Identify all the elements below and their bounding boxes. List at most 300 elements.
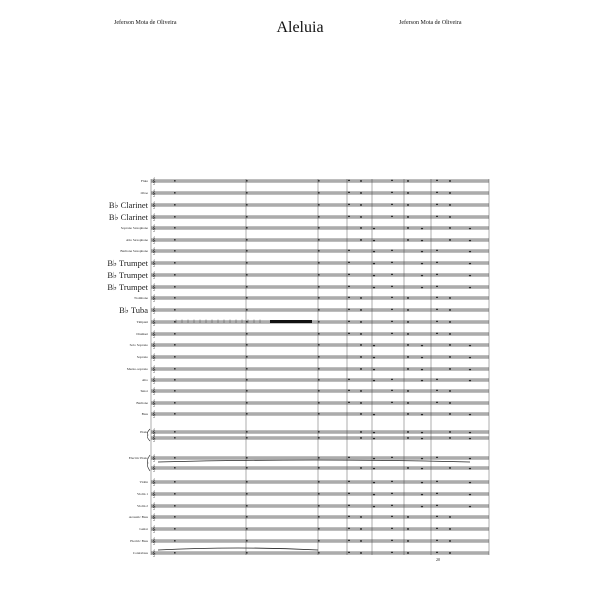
rest-mark xyxy=(246,309,248,310)
note-head xyxy=(348,204,350,205)
rest-mark xyxy=(174,356,176,357)
note-head xyxy=(469,506,471,507)
rest-mark xyxy=(174,481,176,482)
note-head xyxy=(436,204,438,205)
staff xyxy=(151,332,489,335)
note-head xyxy=(407,431,409,432)
rest-mark xyxy=(246,493,248,494)
clef-icon: 𝄞 xyxy=(152,411,156,418)
staff-label: Baritone xyxy=(136,401,148,405)
note-head xyxy=(421,458,423,459)
note-head xyxy=(360,402,362,403)
note-head xyxy=(421,275,423,276)
note-head xyxy=(436,402,438,403)
note-head xyxy=(449,516,451,517)
note-head xyxy=(436,540,438,541)
note-head xyxy=(360,413,362,414)
rest-mark xyxy=(246,180,248,181)
rest-mark xyxy=(318,274,320,275)
note-head xyxy=(436,457,438,458)
note-head xyxy=(407,413,409,414)
rest-mark xyxy=(246,505,248,506)
clef-icon: 𝄞 xyxy=(152,503,156,510)
staff-label: Oboe xyxy=(140,191,148,195)
note-head xyxy=(391,505,393,506)
note-head xyxy=(373,228,375,229)
note-head xyxy=(360,528,362,529)
note-head xyxy=(373,357,375,358)
note-head xyxy=(373,494,375,495)
note-head xyxy=(360,356,362,357)
staff-label: Trombone xyxy=(133,296,148,300)
note-head xyxy=(407,467,409,468)
note-head xyxy=(469,482,471,483)
staff-label: Timpani xyxy=(136,320,148,324)
staff xyxy=(151,401,489,404)
note-head xyxy=(421,263,423,264)
rest-mark xyxy=(246,321,248,322)
rest-mark xyxy=(318,297,320,298)
note-head xyxy=(360,204,362,205)
note-head xyxy=(421,468,423,469)
note-head xyxy=(348,309,350,310)
staff-label: B♭ Tuba xyxy=(119,305,148,315)
rest-mark xyxy=(174,493,176,494)
note-head xyxy=(373,251,375,252)
note-head xyxy=(391,309,393,310)
note-head xyxy=(360,552,362,553)
rest-mark xyxy=(174,505,176,506)
rest-mark xyxy=(174,262,176,263)
note-head xyxy=(436,528,438,529)
note-head xyxy=(348,493,350,494)
rest-mark xyxy=(246,274,248,275)
note-head xyxy=(348,250,350,251)
staff xyxy=(151,378,489,381)
note-head xyxy=(449,552,451,553)
rest-mark xyxy=(174,402,176,403)
staff xyxy=(151,355,489,358)
note-head xyxy=(360,321,362,322)
staff xyxy=(151,296,489,299)
note-head xyxy=(421,438,423,439)
note-head xyxy=(373,482,375,483)
note-head xyxy=(360,192,362,193)
note-head xyxy=(391,274,393,275)
rest-mark xyxy=(174,321,176,322)
note-head xyxy=(449,216,451,217)
note-head xyxy=(360,309,362,310)
staff-label: Guitar xyxy=(139,527,148,531)
staff-label: Violin xyxy=(139,480,148,484)
note-head xyxy=(436,505,438,506)
note-head xyxy=(373,468,375,469)
note-head xyxy=(469,380,471,381)
note-head xyxy=(407,437,409,438)
clef-icon: 𝄞 xyxy=(152,479,156,486)
note-head xyxy=(436,552,438,553)
rest-mark xyxy=(174,344,176,345)
note-head xyxy=(391,481,393,482)
clef-icon: 𝄞 xyxy=(152,538,156,545)
rest-mark xyxy=(174,467,176,468)
note-head xyxy=(436,180,438,181)
rest-mark xyxy=(246,437,248,438)
rest-mark xyxy=(318,286,320,287)
note-head xyxy=(407,402,409,403)
staff xyxy=(151,261,489,264)
note-head xyxy=(391,528,393,529)
note-head xyxy=(391,552,393,553)
note-head xyxy=(391,321,393,322)
staff xyxy=(151,226,489,229)
staff-label: Mezzo-soprano xyxy=(126,367,148,371)
note-head xyxy=(421,414,423,415)
rest-mark xyxy=(246,552,248,553)
staff xyxy=(151,456,489,459)
note-head xyxy=(348,216,350,217)
rest-mark xyxy=(246,368,248,369)
clef-icon: 𝄞 xyxy=(152,491,156,498)
rest-mark xyxy=(246,216,248,217)
note-head xyxy=(469,345,471,346)
note-head xyxy=(421,506,423,507)
note-head xyxy=(373,275,375,276)
clef-icon: 𝄞 xyxy=(152,526,156,533)
rest-mark xyxy=(174,192,176,193)
staff xyxy=(151,551,489,554)
rest-mark xyxy=(318,180,320,181)
note-head xyxy=(436,379,438,380)
staff-label: Tenor xyxy=(140,389,148,393)
note-head xyxy=(469,468,471,469)
rest-mark xyxy=(318,356,320,357)
rest-mark xyxy=(318,431,320,432)
note-head xyxy=(436,216,438,217)
note-head xyxy=(407,344,409,345)
note-head xyxy=(407,180,409,181)
note-head xyxy=(436,309,438,310)
clef-icon: 𝄞 xyxy=(152,465,156,472)
note-head xyxy=(407,309,409,310)
rest-mark xyxy=(318,413,320,414)
note-head xyxy=(436,262,438,263)
note-head xyxy=(360,216,362,217)
staff-label: Flute xyxy=(141,179,148,183)
note-head xyxy=(348,180,350,181)
staff xyxy=(151,480,489,483)
note-head xyxy=(348,390,350,391)
staff-label: Soprano xyxy=(136,355,148,359)
note-head xyxy=(348,297,350,298)
note-head xyxy=(469,251,471,252)
note-head xyxy=(360,437,362,438)
note-head xyxy=(360,368,362,369)
note-head xyxy=(373,432,375,433)
note-head xyxy=(449,402,451,403)
clef-icon: 𝄞 xyxy=(152,319,156,326)
note-head xyxy=(421,345,423,346)
rest-mark xyxy=(246,286,248,287)
note-head xyxy=(373,438,375,439)
note-head xyxy=(373,458,375,459)
clef-icon: 𝄞 xyxy=(152,377,156,384)
rest-mark xyxy=(246,528,248,529)
note-head xyxy=(449,180,451,181)
clef-icon: 𝄞 xyxy=(152,429,156,436)
staff-lower xyxy=(151,466,489,469)
rest-mark xyxy=(174,457,176,458)
note-head xyxy=(436,192,438,193)
note-head xyxy=(436,516,438,517)
note-head xyxy=(348,402,350,403)
note-head xyxy=(407,227,409,228)
rest-mark xyxy=(246,516,248,517)
note-head xyxy=(421,357,423,358)
note-head xyxy=(348,528,350,529)
rest-mark xyxy=(174,309,176,310)
note-head xyxy=(449,528,451,529)
clef-icon: 𝄞 xyxy=(152,214,156,221)
clef-icon: 𝄞 xyxy=(152,284,156,291)
rest-mark xyxy=(318,505,320,506)
note-head xyxy=(449,309,451,310)
rest-mark xyxy=(318,528,320,529)
staff-label: Electric Bass xyxy=(130,539,148,543)
note-head xyxy=(391,333,393,334)
rest-mark xyxy=(318,309,320,310)
page-number: 20 xyxy=(436,557,440,562)
clef-icon: 𝄞 xyxy=(152,366,156,373)
note-head xyxy=(407,356,409,357)
staff xyxy=(151,320,489,323)
rest-mark xyxy=(174,227,176,228)
composer-right: Jeferson Mota de Oliveira xyxy=(399,20,462,26)
rest-mark xyxy=(318,516,320,517)
note-head xyxy=(360,467,362,468)
note-head xyxy=(348,274,350,275)
note-head xyxy=(421,287,423,288)
rest-mark xyxy=(318,250,320,251)
note-head xyxy=(469,369,471,370)
note-head xyxy=(348,192,350,193)
note-head xyxy=(436,250,438,251)
clef-icon: 𝄞 xyxy=(152,272,156,279)
note-head xyxy=(449,356,451,357)
note-head xyxy=(348,333,350,334)
note-head xyxy=(469,458,471,459)
rest-mark xyxy=(246,344,248,345)
note-head xyxy=(421,251,423,252)
note-head xyxy=(348,505,350,506)
staff xyxy=(151,367,489,370)
clef-icon: 𝄞 xyxy=(152,237,156,244)
staff xyxy=(151,430,489,433)
note-head xyxy=(469,240,471,241)
note-head xyxy=(348,262,350,263)
staff-label: B♭ Clarinet xyxy=(108,200,148,210)
rest-mark xyxy=(174,239,176,240)
rest-mark xyxy=(246,540,248,541)
note-head xyxy=(360,390,362,391)
rest-mark xyxy=(174,437,176,438)
staff-label: Solo Soprano xyxy=(129,343,148,347)
staff-label: B♭ Trumpet xyxy=(107,258,148,268)
rest-mark xyxy=(246,402,248,403)
note-head xyxy=(391,286,393,287)
clef-icon: 𝄞 xyxy=(152,342,156,349)
note-head xyxy=(407,239,409,240)
rest-mark xyxy=(174,379,176,380)
rest-mark xyxy=(318,239,320,240)
clef-icon: 𝄞 xyxy=(152,331,156,338)
note-head xyxy=(407,297,409,298)
note-head xyxy=(348,286,350,287)
note-head xyxy=(449,540,451,541)
clef-icon: 𝄞 xyxy=(152,295,156,302)
rest-mark xyxy=(318,262,320,263)
note-head xyxy=(449,227,451,228)
note-head xyxy=(348,481,350,482)
note-head xyxy=(469,228,471,229)
note-head xyxy=(348,457,350,458)
rest-mark xyxy=(246,227,248,228)
note-head xyxy=(360,431,362,432)
note-head xyxy=(421,494,423,495)
staff xyxy=(151,515,489,518)
staff-lower xyxy=(151,436,489,439)
note-head xyxy=(469,287,471,288)
staff xyxy=(151,527,489,530)
clef-icon: 𝄞 xyxy=(152,178,156,185)
rest-mark xyxy=(174,250,176,251)
rest-mark xyxy=(318,368,320,369)
staff xyxy=(151,492,489,495)
clef-icon: 𝄞 xyxy=(152,225,156,232)
clef-icon: 𝄞 xyxy=(152,550,156,557)
note-head xyxy=(373,414,375,415)
note-head xyxy=(407,333,409,334)
rest-mark xyxy=(174,297,176,298)
rest-mark xyxy=(246,297,248,298)
rest-mark xyxy=(318,467,320,468)
note-head xyxy=(449,297,451,298)
staff-label: Soprano Saxophone xyxy=(120,226,148,230)
staff-label: Electric Piano xyxy=(128,456,148,460)
note-head xyxy=(373,380,375,381)
note-head xyxy=(391,192,393,193)
rest-mark xyxy=(174,516,176,517)
note-head xyxy=(348,379,350,380)
rest-mark xyxy=(318,390,320,391)
composer-left: Jeferson Mota de Oliveira xyxy=(114,20,177,26)
note-head xyxy=(407,516,409,517)
note-head xyxy=(449,437,451,438)
staff-label: Alto Saxophone xyxy=(126,238,148,242)
staff xyxy=(151,539,489,542)
staff xyxy=(151,249,489,252)
note-head xyxy=(421,228,423,229)
note-head xyxy=(391,493,393,494)
staff-label: Drumset xyxy=(136,332,148,336)
staff xyxy=(151,203,489,206)
clef-icon: 𝄞 xyxy=(152,400,156,407)
note-head xyxy=(348,552,350,553)
note-head xyxy=(373,263,375,264)
note-head xyxy=(391,250,393,251)
rest-mark xyxy=(174,180,176,181)
rest-mark xyxy=(318,333,320,334)
note-head xyxy=(436,286,438,287)
staff-label: B♭ Trumpet xyxy=(107,270,148,280)
note-head xyxy=(360,344,362,345)
staff xyxy=(151,504,489,507)
note-head xyxy=(407,321,409,322)
note-head xyxy=(469,438,471,439)
clef-icon: 𝄞 xyxy=(152,435,156,442)
note-head xyxy=(391,204,393,205)
note-head xyxy=(407,192,409,193)
rest-mark xyxy=(246,192,248,193)
rest-mark xyxy=(246,457,248,458)
note-head xyxy=(449,333,451,334)
note-head xyxy=(421,432,423,433)
rest-mark xyxy=(174,552,176,553)
note-head xyxy=(360,540,362,541)
staff-label: Acoustic Bass xyxy=(128,515,148,519)
rest-mark xyxy=(318,344,320,345)
rest-mark xyxy=(318,457,320,458)
rest-mark xyxy=(174,431,176,432)
staff-label: B♭ Trumpet xyxy=(107,282,148,292)
note-head xyxy=(436,297,438,298)
staff-label: Violin 1 xyxy=(136,492,148,496)
tie-line xyxy=(158,460,470,462)
rest-mark xyxy=(318,192,320,193)
clef-icon: 𝄞 xyxy=(152,354,156,361)
note-head xyxy=(421,482,423,483)
note-head xyxy=(449,390,451,391)
note-head xyxy=(469,494,471,495)
rest-mark xyxy=(318,227,320,228)
clef-icon: 𝄞 xyxy=(152,455,156,462)
rest-mark xyxy=(246,390,248,391)
note-head xyxy=(391,180,393,181)
note-head xyxy=(407,216,409,217)
rest-mark xyxy=(174,528,176,529)
note-head xyxy=(360,333,362,334)
staff-label: Baritone Saxophone xyxy=(120,249,148,253)
note-head xyxy=(391,390,393,391)
note-head xyxy=(421,380,423,381)
note-head xyxy=(391,402,393,403)
note-head xyxy=(449,192,451,193)
rest-mark xyxy=(174,274,176,275)
note-head xyxy=(436,390,438,391)
note-head xyxy=(348,321,350,322)
note-head xyxy=(391,540,393,541)
staff-label: Bass xyxy=(141,412,148,416)
clef-icon: 𝄞 xyxy=(152,248,156,255)
clef-icon: 𝄞 xyxy=(152,202,156,209)
rest-mark xyxy=(246,356,248,357)
tie-line xyxy=(158,548,318,550)
staff-label: Violin 2 xyxy=(136,504,148,508)
note-head xyxy=(449,239,451,240)
clef-icon: 𝄞 xyxy=(152,307,156,314)
staff-label: Piano xyxy=(140,430,148,434)
rest-mark xyxy=(246,481,248,482)
